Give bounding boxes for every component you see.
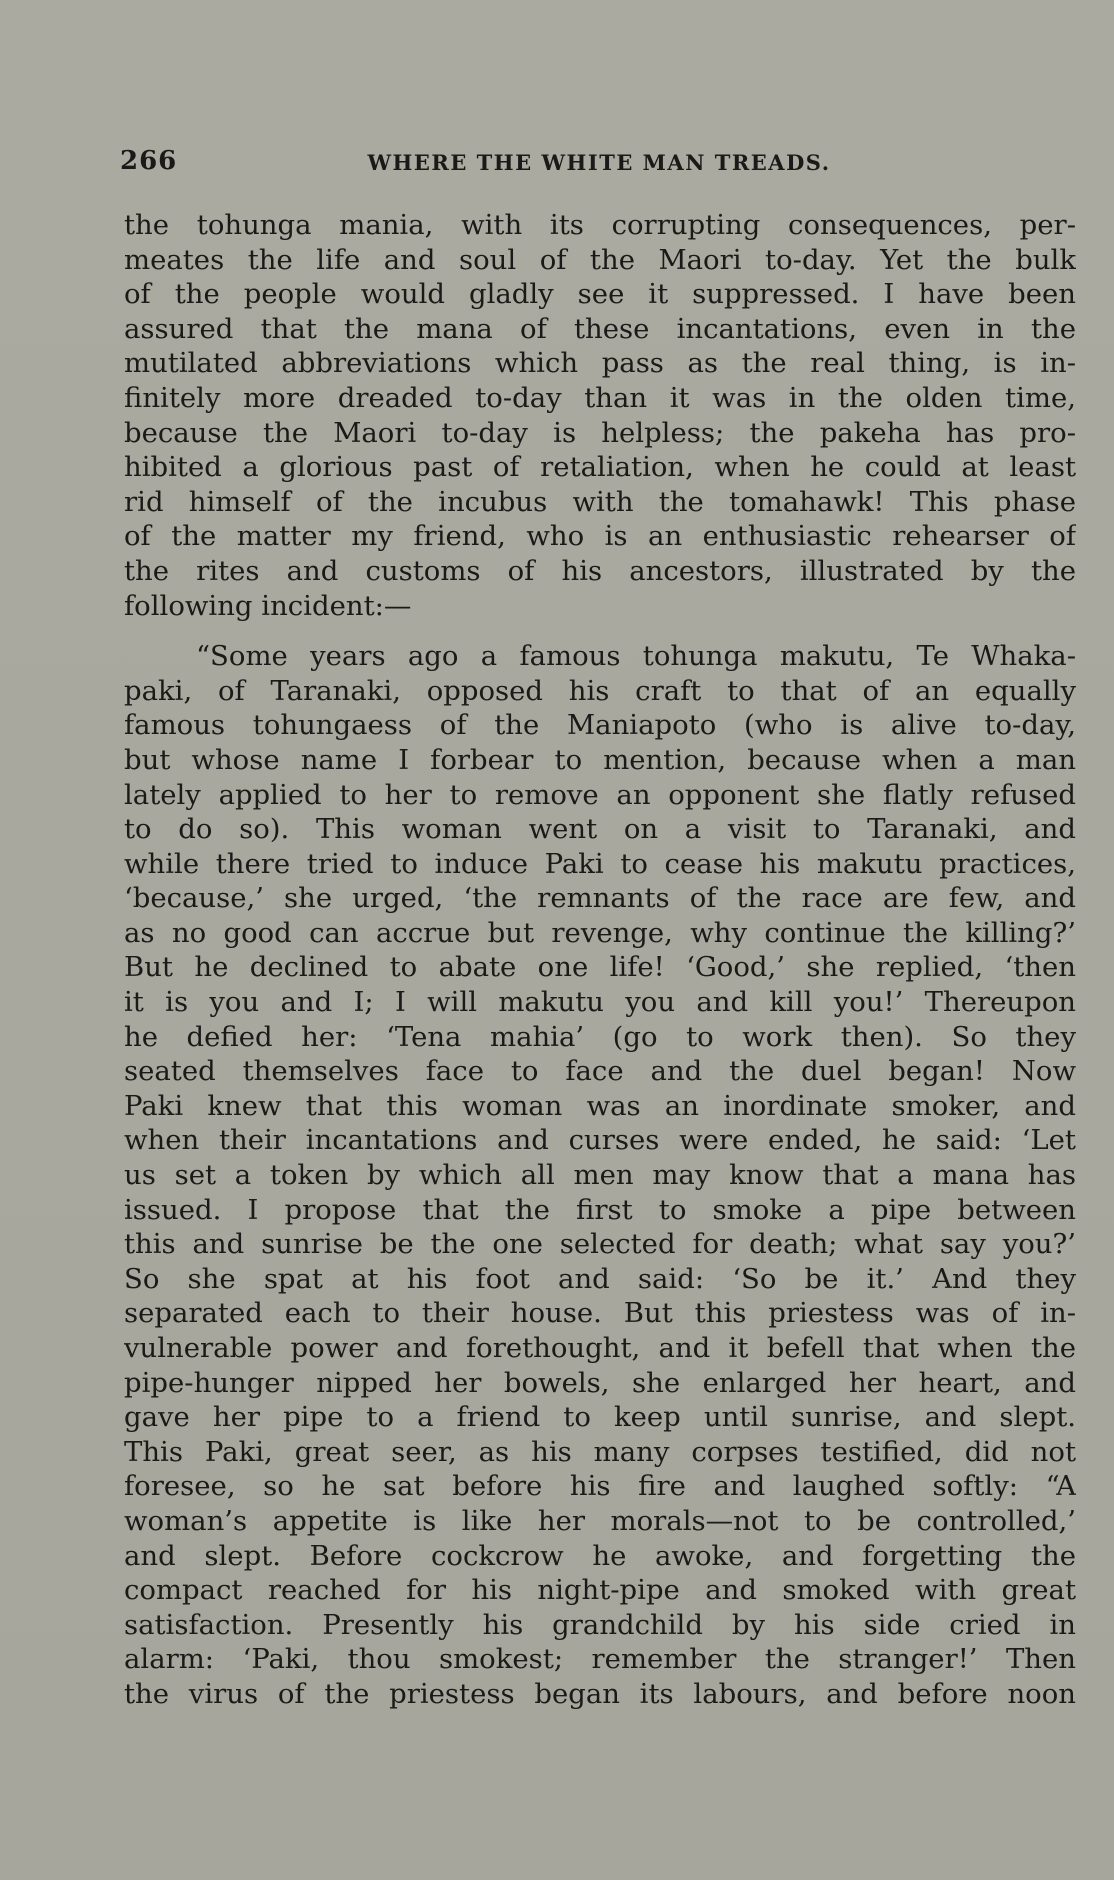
paragraph: [124, 639, 1076, 1711]
text-line: this and sunrise be the one selected for death; what say you?’: [124, 1228, 1076, 1261]
text-line: the rites and customs of his ancestors, illustrated by the: [124, 554, 1076, 587]
text-line: ‘because,’ she urged, ‘the remnants of the race are few, and: [124, 882, 1076, 915]
text-line: hibited a glorious past of retaliation, when he could at least: [124, 451, 1076, 484]
text-line: rid himself of the incubus with the tomahawk! This phase: [124, 485, 1076, 518]
text-line: because the Maori to-day is helpless; the pakeha has pro-: [124, 416, 1076, 449]
text-line: woman’s appetite is like her morals—not to be controlled,’: [124, 1504, 1076, 1537]
text-line: paki, of Taranaki, opposed his craft to that of an equally: [124, 674, 1076, 707]
text-line: compact reached for his night-pipe and smoked with great: [124, 1574, 1076, 1607]
text-line: as no good can accrue but revenge, why continue the killing?’: [124, 916, 1076, 949]
text-line: when their incantations and curses were ended, he said: ‘Let: [124, 1124, 1076, 1157]
text-line: lately applied to her to remove an opponent she flatly refused: [124, 778, 1076, 811]
body-text: [124, 208, 1076, 1712]
text-line: of the people would gladly see it suppressed. I have been: [124, 278, 1076, 311]
text-line: the virus of the priestess began its labours, and before noon: [124, 1677, 1076, 1710]
running-title: WHERE THE WHITE MAN TREADS.: [367, 150, 831, 175]
page-header: [120, 146, 1078, 186]
text-line: us set a token by which all men may know that a mana has: [124, 1159, 1076, 1192]
text-line: following incident:—: [124, 589, 412, 622]
text-line: but whose name I forbear to mention, because when a man: [124, 743, 1076, 776]
text-line: separated each to their house. But this priestess was of in-: [124, 1297, 1076, 1330]
text-line: famous tohungaess of the Maniapoto (who is alive to-day,: [124, 709, 1076, 742]
text-line: and slept. Before cockcrow he awoke, and forgetting the: [124, 1539, 1076, 1572]
text-line: seated themselves face to face and the duel began! Now: [124, 1055, 1076, 1088]
text-line: This Paki, great seer, as his many corpses testified, did not: [124, 1435, 1076, 1468]
text-line: pipe-hunger nipped her bowels, she enlarged her heart, and: [124, 1366, 1076, 1399]
text-line: finitely more dreaded to-day than it was in the olden time,: [124, 381, 1076, 414]
text-line: foresee, so he sat before his fire and laughed softly: “A: [124, 1470, 1076, 1503]
text-line: vulnerable power and forethought, and it befell that when the: [124, 1332, 1076, 1364]
text-line: while there tried to induce Paki to cease his makutu practices,: [124, 847, 1076, 880]
text-line: satisfaction. Presently his grandchild by his side cried in: [124, 1608, 1076, 1641]
paragraph: [124, 208, 1076, 623]
text-line: mutilated abbreviations which pass as the real thing, is in-: [124, 347, 1076, 380]
text-line: “Some years ago a famous tohunga makutu, Te Whaka-: [196, 640, 1076, 673]
text-line: Paki knew that this woman was an inordinate smoker, and: [124, 1089, 1076, 1122]
text-line: meates the life and soul of the Maori to-day. Yet the bulk: [124, 243, 1076, 276]
text-line: issued. I propose that the first to smoke a pipe between: [124, 1193, 1076, 1226]
text-line: So she spat at his foot and said: ‘So be it.’ And they: [124, 1262, 1076, 1295]
text-line: gave her pipe to a friend to keep until sunrise, and slept.: [124, 1401, 1076, 1434]
paragraph-gap: [124, 623, 1076, 639]
text-line: to do so). This woman went on a visit to Taranaki, and: [124, 813, 1076, 846]
text-line: it is you and I; I will makutu you and kill you!’ Thereupon: [124, 986, 1076, 1019]
text-line: he defied her: ‘Tena mahia’ (go to work then). So they: [124, 1020, 1076, 1053]
text-line: the tohunga mania, with its corrupting consequences, per-: [124, 209, 1076, 241]
text-line: alarm: ‘Paki, thou smokest; remember the stranger!’ Then: [124, 1643, 1076, 1676]
page-number: 266: [120, 146, 178, 176]
text-line: assured that the mana of these incantations, even in the: [124, 312, 1076, 345]
text-line: But he declined to abate one life! ‘Good,’ she replied, ‘then: [124, 951, 1076, 984]
text-line: of the matter my friend, who is an enthusiastic rehearser of: [124, 520, 1076, 553]
